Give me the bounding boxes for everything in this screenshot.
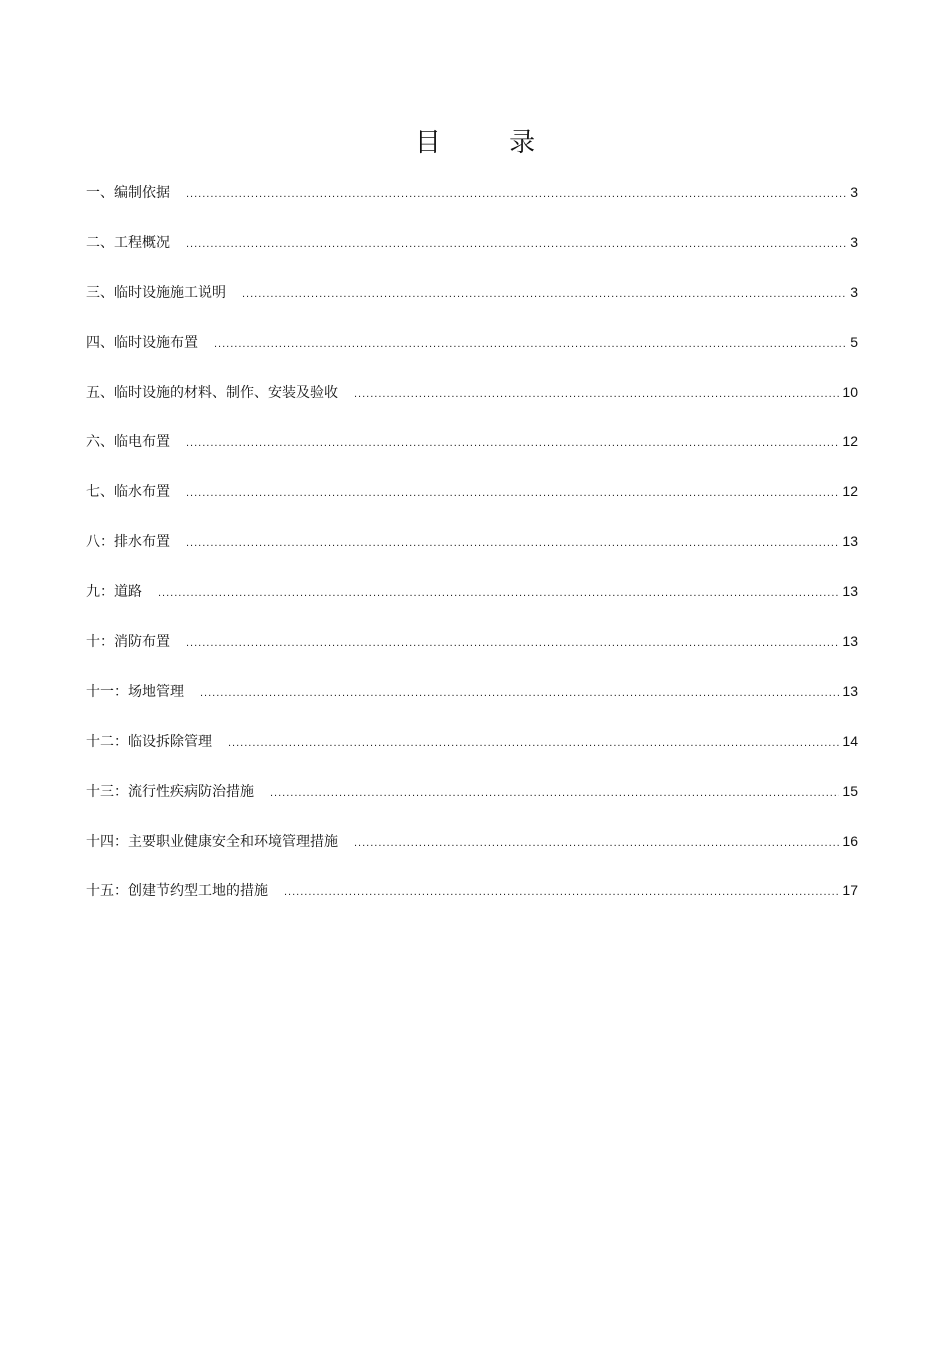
toc-page-number: 12: [842, 483, 858, 500]
toc-page-number: 5: [850, 333, 858, 350]
toc-dot-leader: [242, 280, 847, 308]
toc-page-number: 13: [842, 533, 858, 550]
toc-entry-label: 八：排水布置: [86, 534, 170, 551]
toc-page-number: 13: [842, 633, 858, 650]
toc-entry[interactable]: [86, 777, 858, 827]
toc-page-number: 3: [850, 283, 858, 300]
toc-entry[interactable]: [86, 876, 858, 926]
toc-entry-label: 十四：主要职业健康安全和环境管理措施: [86, 833, 338, 850]
toc-entry[interactable]: [86, 677, 858, 727]
toc-entry[interactable]: [86, 527, 858, 577]
toc-entry-label: 二、工程概况: [86, 234, 170, 251]
toc-dot-leader: [228, 729, 839, 757]
table-of-contents: [86, 178, 858, 926]
toc-dot-leader: [186, 629, 839, 657]
toc-dot-leader: [186, 429, 839, 457]
toc-entry-label: 十三：流行性疾病防治措施: [86, 783, 254, 800]
toc-entry-label: 九：道路: [86, 584, 142, 601]
toc-entry[interactable]: [86, 477, 858, 527]
toc-entry[interactable]: [86, 228, 858, 278]
toc-entry[interactable]: [86, 727, 858, 777]
toc-entry[interactable]: [86, 278, 858, 328]
toc-dot-leader: [158, 579, 839, 607]
toc-dot-leader: [354, 829, 839, 857]
toc-dot-leader: [214, 330, 847, 358]
toc-page-number: 13: [842, 682, 858, 699]
toc-page-number: 17: [842, 882, 858, 899]
page-title: 目 录: [414, 128, 566, 158]
toc-entry[interactable]: [86, 627, 858, 677]
toc-entry-label: 三、临时设施施工说明: [86, 284, 226, 301]
toc-page-number: 12: [842, 433, 858, 450]
toc-page-number: 14: [842, 732, 858, 749]
toc-page-number: 13: [842, 583, 858, 600]
toc-entry-label: 十五：创建节约型工地的措施: [86, 883, 268, 900]
toc-dot-leader: [284, 878, 839, 906]
toc-entry-label: 六、临电布置: [86, 434, 170, 451]
toc-dot-leader: [186, 180, 847, 208]
toc-entry[interactable]: [86, 178, 858, 228]
toc-page-number: 10: [842, 383, 858, 400]
toc-dot-leader: [270, 779, 839, 807]
toc-page-number: 16: [842, 832, 858, 849]
toc-dot-leader: [186, 230, 847, 258]
toc-entry[interactable]: [86, 827, 858, 877]
toc-entry-label: 十：消防布置: [86, 634, 170, 651]
toc-dot-leader: [354, 380, 839, 408]
toc-page-number: 3: [850, 184, 858, 200]
toc-entry-label: 一、编制依据: [86, 185, 170, 201]
toc-dot-leader: [186, 529, 839, 557]
toc-entry-label: 十二：临设拆除管理: [86, 733, 212, 750]
toc-page-number: 3: [850, 233, 858, 250]
toc-page-number: 15: [842, 782, 858, 799]
toc-entry[interactable]: [86, 328, 858, 378]
toc-dot-leader: [200, 679, 839, 707]
toc-entry-label: 四、临时设施布置: [86, 334, 198, 351]
toc-entry[interactable]: [86, 577, 858, 627]
toc-entry[interactable]: [86, 378, 858, 428]
toc-entry-label: 五、临时设施的材料、制作、安装及验收: [86, 384, 338, 401]
toc-entry-label: 十一：场地管理: [86, 683, 184, 700]
toc-entry[interactable]: [86, 427, 858, 477]
toc-dot-leader: [186, 479, 839, 507]
toc-entry-label: 七、临水布置: [86, 484, 170, 501]
